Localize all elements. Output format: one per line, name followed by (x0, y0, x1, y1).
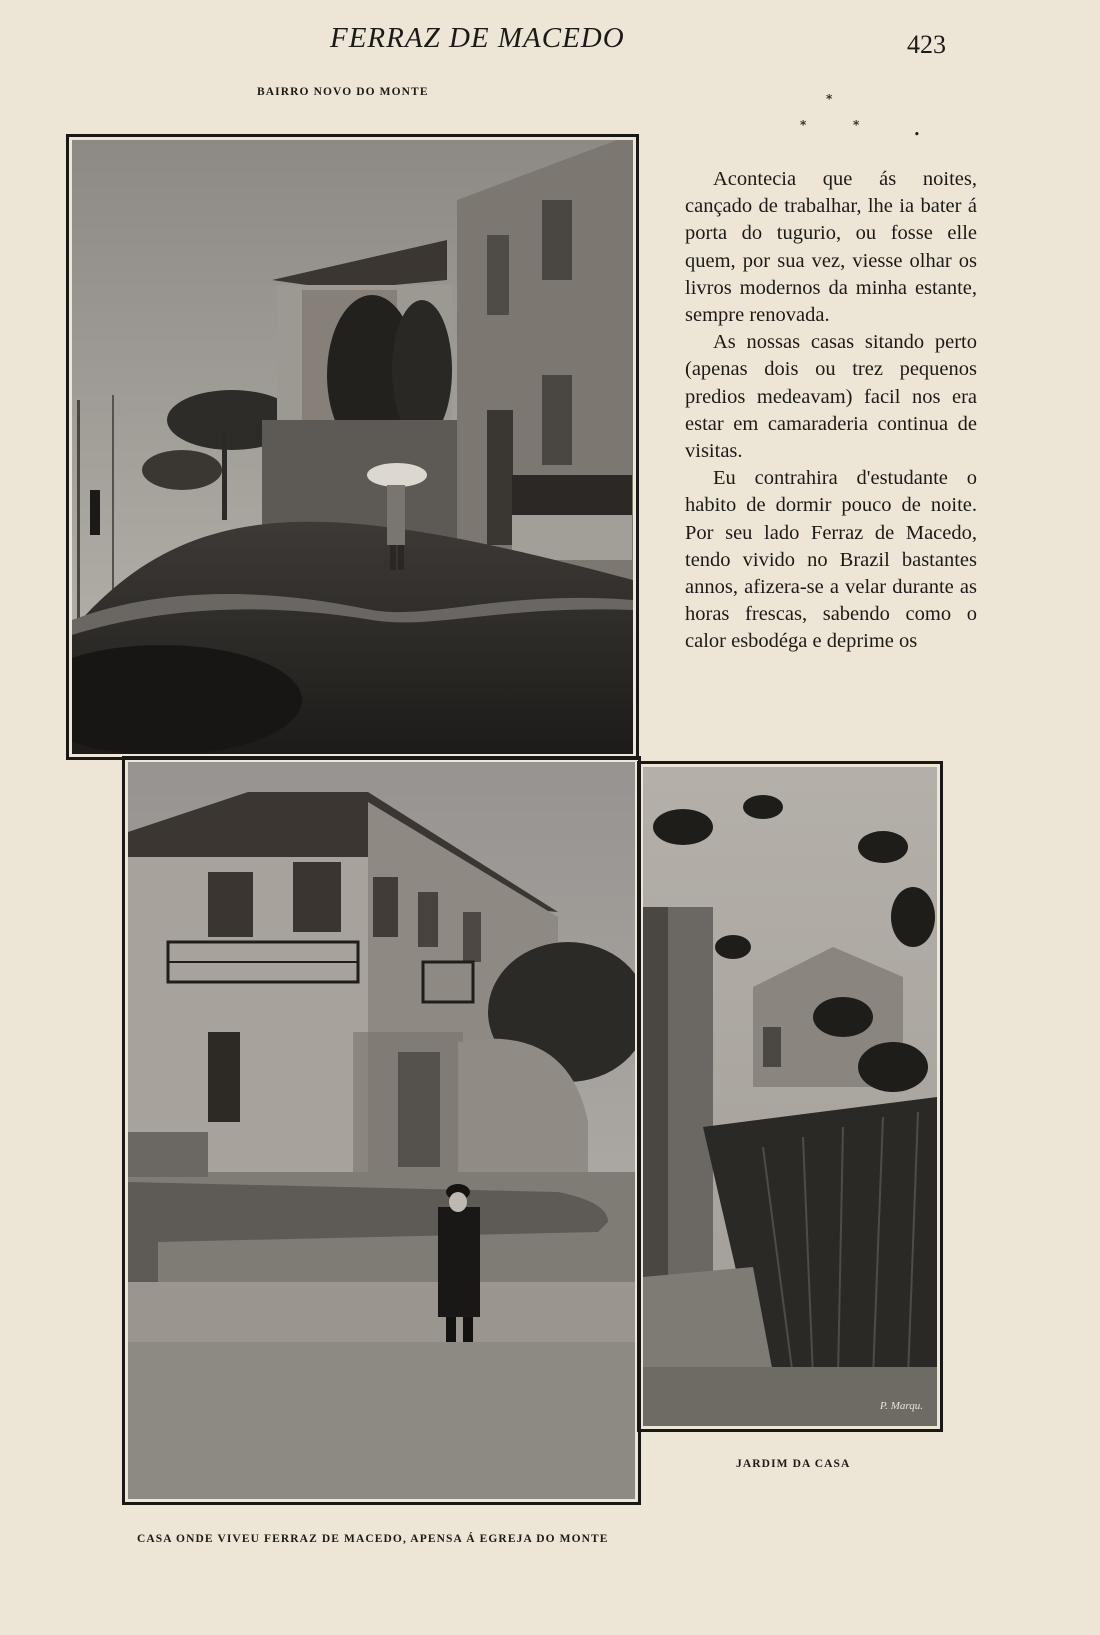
photo-jardim-da-casa (643, 767, 937, 1426)
page-number: 423 (907, 30, 946, 59)
house-scene-image (128, 762, 635, 1499)
photo-casa-ferraz-de-macedo (128, 762, 635, 1499)
photographer-signature: P. Marqu. (879, 1400, 923, 1412)
star-glyph: • (914, 130, 920, 140)
caption-house-photo: CASA ONDE VIVEU FERRAZ DE MACEDO, APENSA Á EGREJA DO MONTE (137, 1533, 609, 1545)
star-glyph: * (826, 92, 833, 106)
caption-garden-photo: JARDIM DA CASA (736, 1458, 851, 1470)
paragraph: Eu contrahira d'estudante o habito de dormir pouco de noite. Por seu lado Ferraz de Macedo, tendo vivido no Brazil bastantes annos, afizera-se a velar durante as horas frescas, sabendo como o calor esbodéga e deprime os (685, 467, 977, 653)
article-body (685, 166, 977, 656)
photo-bairro-novo-do-monte (72, 140, 633, 754)
star-glyph: * (800, 118, 807, 132)
star-glyph: * (853, 118, 860, 132)
caption-top-photo: BAIRRO NOVO DO MONTE (257, 86, 429, 98)
street-scene-image (72, 140, 633, 754)
paragraph: Acontecia que ás noites, cançado de trabalhar, lhe ia bater á porta do tugurio, ou fosse elle quem, por sua vez, viesse olhar os livros modernos da minha estante, sempre renovada. (685, 168, 977, 327)
running-title: FERRAZ DE MACEDO (330, 22, 625, 54)
garden-scene-image (643, 767, 937, 1426)
paragraph: As nossas casas sitando perto (apenas dois ou trez pequenos predios medeavam) facil nos era estar em camaraderia continua de visitas. (685, 331, 977, 463)
